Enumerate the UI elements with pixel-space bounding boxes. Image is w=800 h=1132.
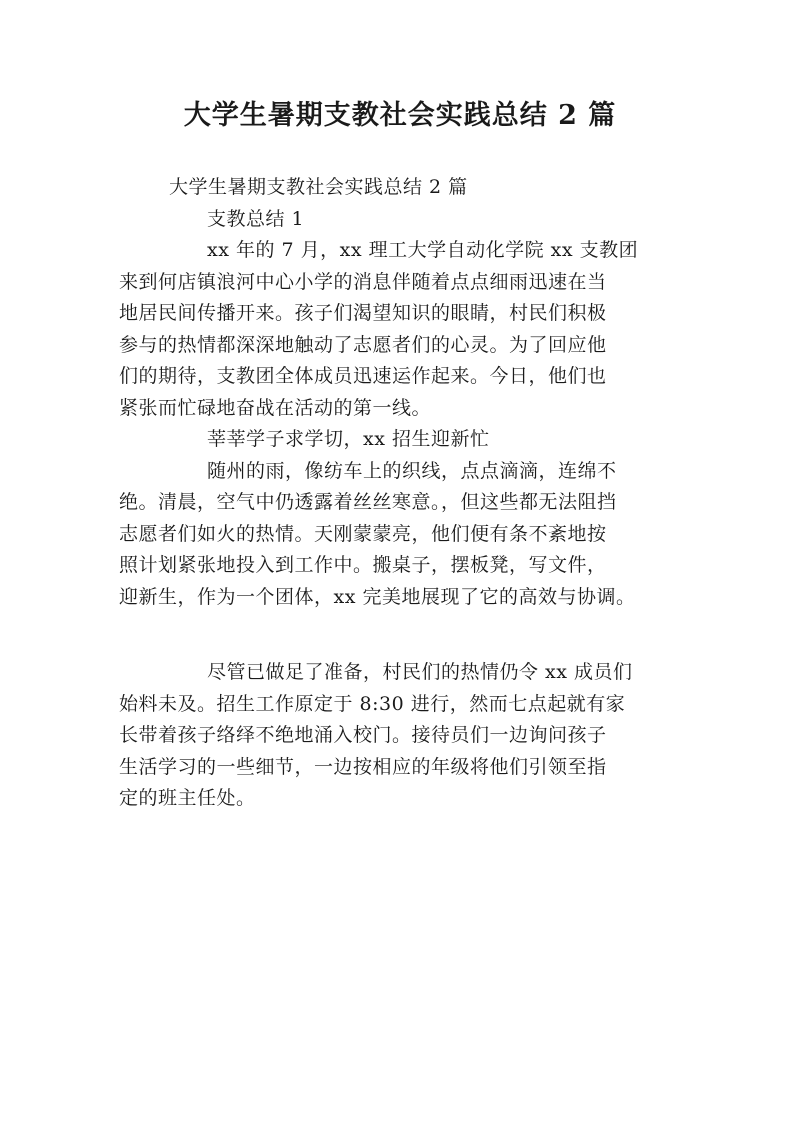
paragraph-line: 尽管已做足了准备，村民们的热情仍令 xx 成员们: [207, 661, 633, 683]
paragraph-line: 参与的热情都深深地触动了志愿者们的心灵。为了回应他: [119, 333, 607, 356]
paragraph-line: xx 年的 7 月，xx 理工大学自动化学院 xx 支教团: [207, 239, 639, 261]
paragraph-2: [119, 456, 683, 614]
paragraph-line: 们的期待，支教团全体成员迅速运作起来。今日，他们也: [119, 365, 607, 387]
paragraph-line: 始料未及。招生工作原定于 8:30 进行，然而七点起就有家: [119, 692, 626, 715]
paragraph-line: 来到何店镇浪河中心小学的消息伴随着点点细雨迅速在当: [119, 270, 607, 293]
document-title: 大学生暑期支教社会实践总结 2 篇: [183, 100, 617, 131]
paragraph-line: 照计划紧张地投入到工作中。搬桌子，摆板凳，写文件，: [119, 554, 607, 576]
document-subtitle: 大学生暑期支教社会实践总结 2 篇: [169, 176, 468, 198]
paragraph-1: [119, 235, 683, 424]
section-heading: 支教总结 1: [207, 207, 305, 230]
paragraph-gap: [119, 613, 683, 657]
paragraph-3: [119, 657, 683, 815]
document-body: [119, 172, 683, 815]
paragraph-line: 地居民间传播开来。孩子们渴望知识的眼睛，村民们积极: [119, 302, 607, 324]
paragraph-line: 绝。清晨，空气中仍透露着丝丝寒意。，但这些都无法阻挡: [119, 491, 617, 513]
paragraph-line: 长带着孩子络绎不绝地涌入校门。接待员们一边询问孩子: [119, 724, 607, 746]
paragraph-line: 志愿者们如火的热情。天刚蒙蒙亮，他们便有条不紊地按: [119, 522, 607, 545]
paragraph-line: 紧张而忙碌地奋战在活动的第一线。: [119, 396, 432, 419]
paragraph-line: 随州的雨，像纺车上的织线，点点滴滴，连绵不: [207, 459, 617, 482]
subheading: 莘莘学子求学切，xx 招生迎新忙: [207, 428, 490, 450]
paragraph-line: 迎新生，作为一个团体，xx 完美地展现了它的高效与协调。: [119, 585, 636, 608]
paragraph-line: 生活学习的一些细节，一边按相应的年级将他们引领至指: [119, 755, 607, 778]
paragraph-line: 定的班主任处。: [119, 787, 256, 809]
